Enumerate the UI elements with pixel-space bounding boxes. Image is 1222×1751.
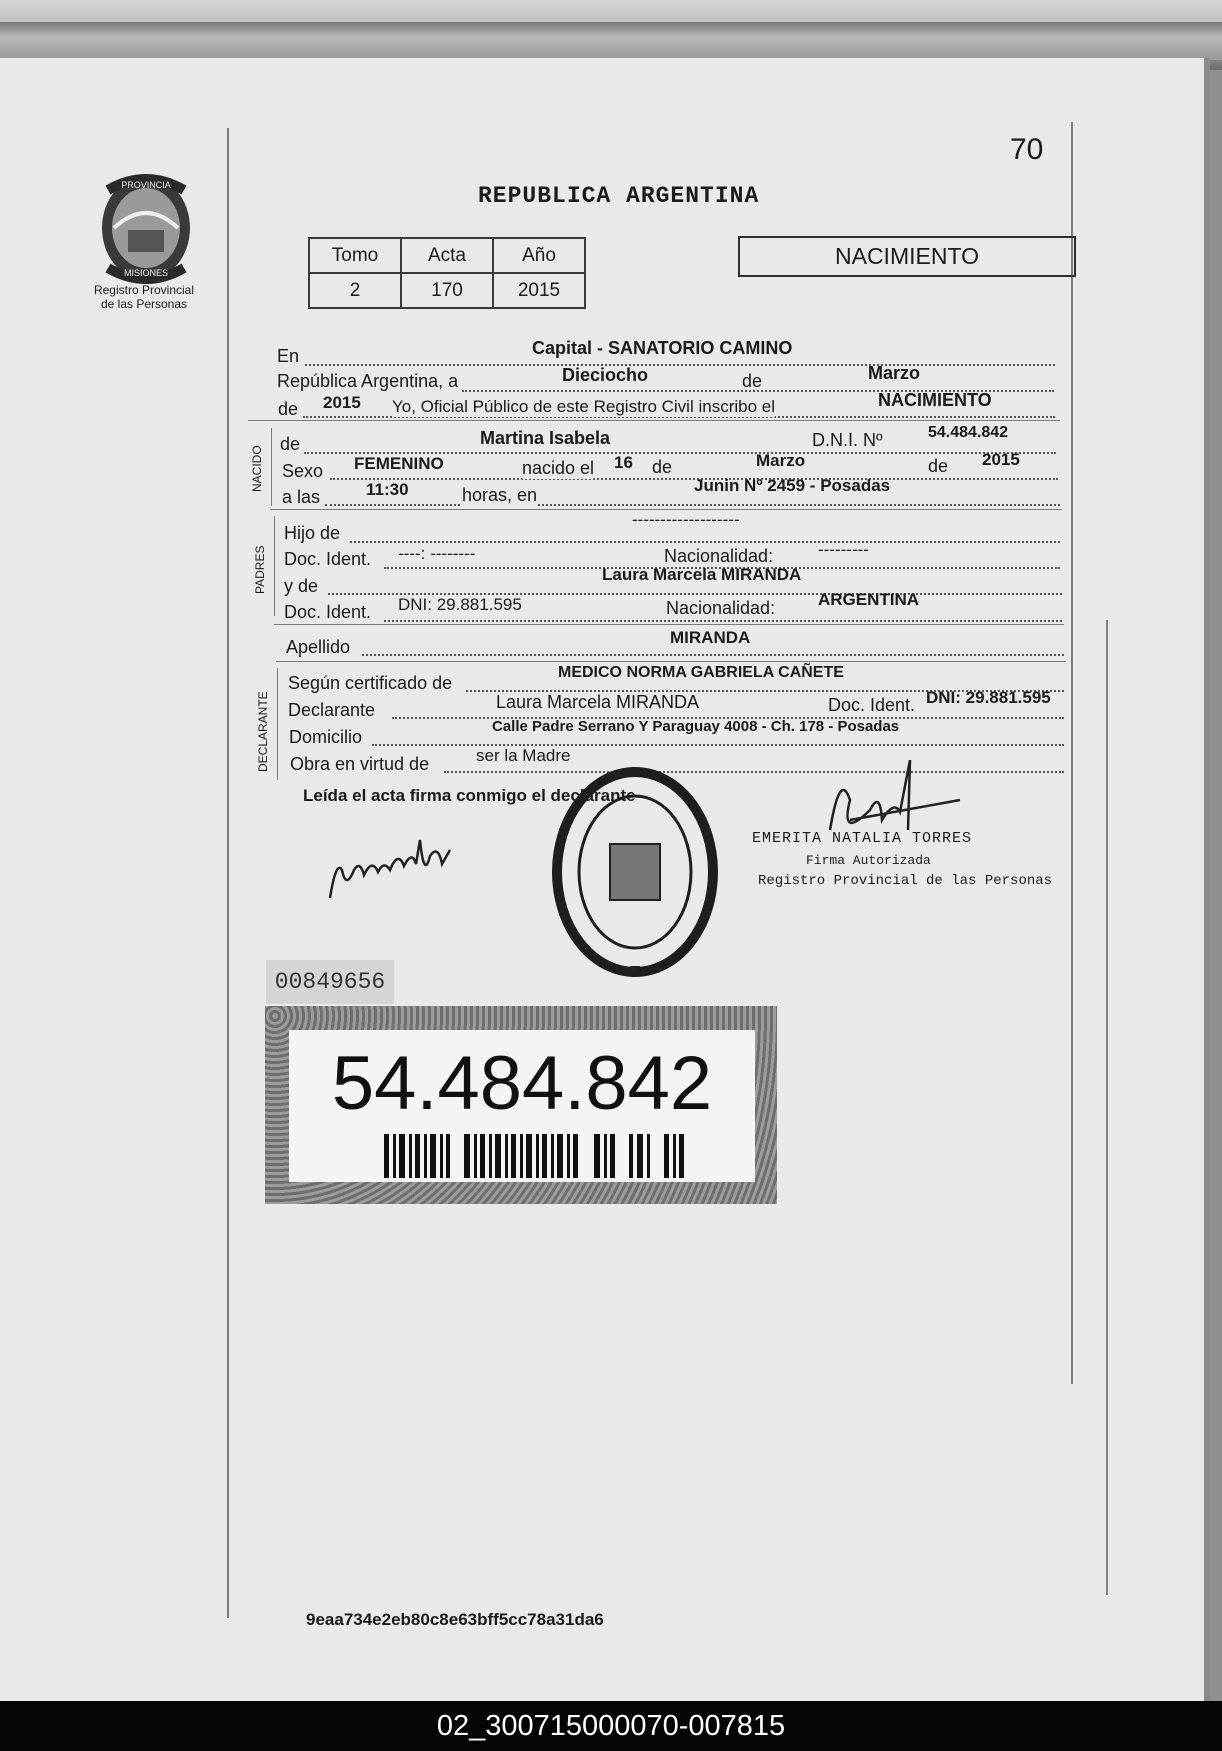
- yde-value: Laura Marcela MIRANDA: [602, 565, 802, 584]
- value-acta: 170: [401, 273, 493, 308]
- lugar-value: Junin Nº 2459 - Posadas: [694, 476, 891, 495]
- hijo-label: Hijo de: [284, 523, 341, 543]
- value-tomo: 2: [309, 273, 401, 308]
- header-anio: Año: [493, 238, 585, 273]
- rep-day-value: Dieciocho: [562, 365, 649, 385]
- official-role: Firma Autorizada: [806, 853, 931, 868]
- official-text: Yo, Oficial Público de este Registro Civil inscribo el: [392, 397, 775, 416]
- doc1-label: Doc. Ident.: [284, 549, 372, 569]
- rep-de-label: de: [742, 371, 763, 391]
- footer-code: 02_300715000070-007815: [0, 1701, 1222, 1751]
- en-label: En: [277, 346, 300, 366]
- svg-text:MISIONES: MISIONES: [123, 268, 169, 278]
- doc2-label: Doc. Ident.: [284, 602, 372, 622]
- obra-value: ser la Madre: [476, 746, 571, 765]
- hijo-value: -------------------: [632, 510, 740, 529]
- domicilio-value: Calle Padre Serrano Y Paraguay 4008 - Ch. 178 - Posadas: [492, 718, 900, 735]
- rep-month-value: Marzo: [868, 363, 921, 383]
- dotted-line: [325, 502, 1060, 506]
- right-margin-line: [1071, 122, 1073, 1384]
- declarante-value: Laura Marcela MIRANDA: [496, 692, 700, 712]
- horas-en-label: horas, en: [462, 485, 538, 505]
- official-name: EMERITA NATALIA TORRES: [752, 830, 973, 847]
- segun-value: MEDICO NORMA GABRIELA CAÑETE: [558, 664, 844, 681]
- decl-doc-value: DNI: 29.881.595: [926, 688, 1051, 707]
- logo-caption-line1: Registro Provincial: [93, 283, 195, 297]
- sexo-value: FEMENINO: [354, 454, 444, 473]
- right-margin-line-lower: [1106, 620, 1108, 1595]
- section-bracket: [271, 428, 272, 506]
- nacido-year-value: 2015: [982, 450, 1020, 469]
- section-separator: [276, 661, 1066, 662]
- yde-label: y de: [284, 576, 319, 596]
- logo-caption-line2: de las Personas: [100, 297, 188, 311]
- section-separator: [248, 420, 1060, 421]
- section-bracket: [274, 516, 275, 616]
- logo-caption: [74, 283, 214, 311]
- domicilio-label: Domicilio: [289, 727, 363, 747]
- apellido-label: Apellido: [286, 637, 351, 657]
- barcode-icon: [384, 1134, 684, 1178]
- obra-label: Obra en virtud de: [290, 754, 430, 774]
- section-bracket: [277, 668, 278, 780]
- country-title: REPUBLICA ARGENTINA: [478, 183, 760, 209]
- svg-text:PROVINCIA: PROVINCIA: [121, 180, 171, 190]
- official-stamp-icon: [550, 762, 720, 984]
- dotted-line: [362, 652, 1064, 656]
- page-right-edge: [1204, 58, 1210, 1701]
- serial-number: 00849656: [266, 960, 394, 1004]
- page-number: 70: [1010, 133, 1044, 166]
- dni-label: D.N.I. Nº: [812, 430, 883, 450]
- sexo-label: Sexo: [282, 461, 324, 481]
- section-label-declarante: DECLARANTE: [256, 691, 270, 772]
- en-value: Capital - SANATORIO CAMINO: [532, 338, 793, 358]
- nacido-day-value: 16: [614, 453, 633, 472]
- rep-label: República Argentina, a: [277, 371, 459, 391]
- nacido-de-label: de: [280, 434, 301, 454]
- nac1-label: Nacionalidad:: [664, 546, 774, 566]
- left-margin-line: [227, 128, 229, 1618]
- doc1-value: ----: --------: [398, 544, 476, 563]
- official-office: Registro Provincial de las Personas: [758, 873, 1053, 889]
- document-hash: 9eaa734e2eb80c8e63bff5cc78a31da6: [306, 1610, 604, 1629]
- nacido-de3-label: de: [928, 456, 949, 476]
- header-tomo: Tomo: [309, 238, 401, 273]
- hora-value: 11:30: [366, 480, 409, 499]
- segun-label: Según certificado de: [288, 673, 453, 693]
- nacido-de2-label: de: [652, 457, 673, 477]
- declarante-label: Declarante: [288, 700, 376, 720]
- folder-edge: [0, 22, 1222, 60]
- declarant-signature: [320, 820, 470, 910]
- section-label-padres: PADRES: [253, 545, 267, 594]
- decl-doc-label: Doc. Ident.: [828, 695, 916, 715]
- leida-text: Leída el acta firma conmigo el declarante: [303, 786, 636, 805]
- apellido-value: MIRANDA: [670, 628, 751, 647]
- nac2-label: Nacionalidad:: [666, 598, 776, 618]
- dotted-line: [305, 362, 1055, 366]
- year-de-label: de: [278, 399, 299, 419]
- record-table: [308, 237, 586, 309]
- dni-sticker-label: [289, 1030, 755, 1182]
- nacido-el-label: nacido el: [522, 458, 595, 478]
- nacido-name-value: Martina Isabela: [480, 428, 611, 448]
- header-acta: Acta: [401, 238, 493, 273]
- dotted-line: [350, 539, 1060, 543]
- section-label-nacido: NACIDO: [250, 445, 264, 492]
- dni-sticker: [265, 1006, 777, 1204]
- value-anio: 2015: [493, 273, 585, 308]
- section-separator: [274, 624, 1064, 625]
- nacido-month-value: Marzo: [756, 451, 806, 470]
- nac2-value: ARGENTINA: [818, 590, 920, 609]
- alas-label: a las: [282, 487, 321, 507]
- year-value: 2015: [323, 393, 361, 412]
- dni-value: 54.484.842: [928, 424, 1009, 441]
- doc2-value: DNI: 29.881.595: [398, 595, 522, 614]
- record-table-header-row: [309, 238, 585, 273]
- nac1-value: ---------: [818, 540, 869, 559]
- record-table-value-row: [309, 273, 585, 308]
- record-type-box: NACIMIENTO: [738, 236, 1076, 277]
- sticker-dni-number: 54.484.842: [331, 1041, 713, 1126]
- official-value: NACIMIENTO: [878, 390, 992, 410]
